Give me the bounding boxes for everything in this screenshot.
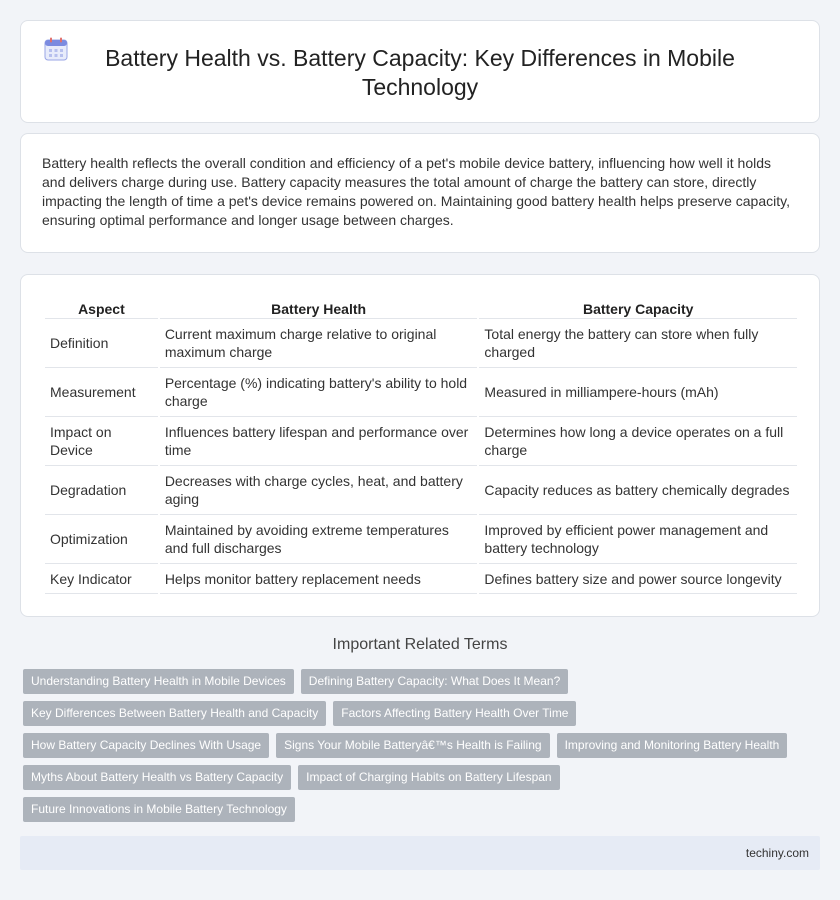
related-terms-heading: Important Related Terms (332, 636, 508, 653)
header-card (20, 20, 820, 123)
health-cell: Decreases with charge cycles, heat, and battery aging (160, 466, 478, 515)
footer-site-link[interactable]: techiny.com (745, 846, 809, 860)
aspect-cell: Optimization (45, 515, 158, 564)
related-term-tag[interactable]: Improving and Monitoring Battery Health (557, 733, 788, 758)
related-term-tag[interactable]: Factors Affecting Battery Health Over Time (333, 701, 576, 726)
table-row (45, 368, 797, 417)
related-term-tag[interactable]: Impact of Charging Habits on Battery Lifespan (298, 765, 559, 790)
capacity-cell: Improved by efficient power management and battery technology (479, 515, 797, 564)
aspect-cell: Key Indicator (45, 564, 158, 594)
aspect-cell: Definition (45, 319, 158, 368)
intro-card (20, 133, 820, 253)
table-row (45, 515, 797, 564)
comparison-card (20, 274, 820, 617)
header-battery-capacity: Battery Capacity (479, 293, 797, 319)
capacity-cell: Total energy the battery can store when fully charged (479, 319, 797, 368)
related-term-tag[interactable]: Understanding Battery Health in Mobile Devices (23, 669, 294, 694)
health-cell: Influences battery lifespan and performance over time (160, 417, 478, 466)
capacity-cell: Defines battery size and power source longevity (479, 564, 797, 594)
related-term-tag[interactable]: Myths About Battery Health vs Battery Capacity (23, 765, 291, 790)
capacity-cell: Determines how long a device operates on a full charge (479, 417, 797, 466)
related-term-tag[interactable]: Key Differences Between Battery Health and Capacity (23, 701, 326, 726)
aspect-cell: Measurement (45, 368, 158, 417)
health-cell: Maintained by avoiding extreme temperatures and full discharges (160, 515, 478, 564)
table-row (45, 466, 797, 515)
related-terms-list (23, 669, 823, 829)
page-title: Battery Health vs. Battery Capacity: Key Differences in Mobile Technology (105, 45, 735, 100)
header-aspect: Aspect (45, 293, 158, 319)
table-row (45, 417, 797, 466)
related-term-tag[interactable]: Defining Battery Capacity: What Does It Mean? (301, 669, 568, 694)
table-row (45, 319, 797, 368)
related-term-tag[interactable]: Future Innovations in Mobile Battery Technology (23, 797, 295, 822)
health-cell: Current maximum charge relative to original maximum charge (160, 319, 478, 368)
capacity-cell: Measured in milliampere-hours (mAh) (479, 368, 797, 417)
footer-bar (20, 836, 820, 870)
table-row (45, 564, 797, 594)
capacity-cell: Capacity reduces as battery chemically degrades (479, 466, 797, 515)
calendar-icon (43, 36, 69, 62)
related-term-tag[interactable]: Signs Your Mobile Batteryâ€™s Health is Failing (276, 733, 549, 758)
aspect-cell: Degradation (45, 466, 158, 515)
aspect-cell: Impact on Device (45, 417, 158, 466)
header-battery-health: Battery Health (160, 293, 478, 319)
comparison-table (43, 293, 799, 594)
table-header-row (45, 293, 797, 319)
health-cell: Percentage (%) indicating battery's ability to hold charge (160, 368, 478, 417)
related-term-tag[interactable]: How Battery Capacity Declines With Usage (23, 733, 269, 758)
health-cell: Helps monitor battery replacement needs (160, 564, 478, 594)
intro-paragraph: Battery health reflects the overall condition and efficiency of a pet's mobile device battery, influencing how well it holds and delivers charge during use. Battery capacity measures the total amount of charge the battery can store, directly impacting the length of time a pet's device remains powered on. Maintaining good battery health helps preserve capacity, ensuring optimal performance and longer usage between charges. (42, 155, 790, 228)
